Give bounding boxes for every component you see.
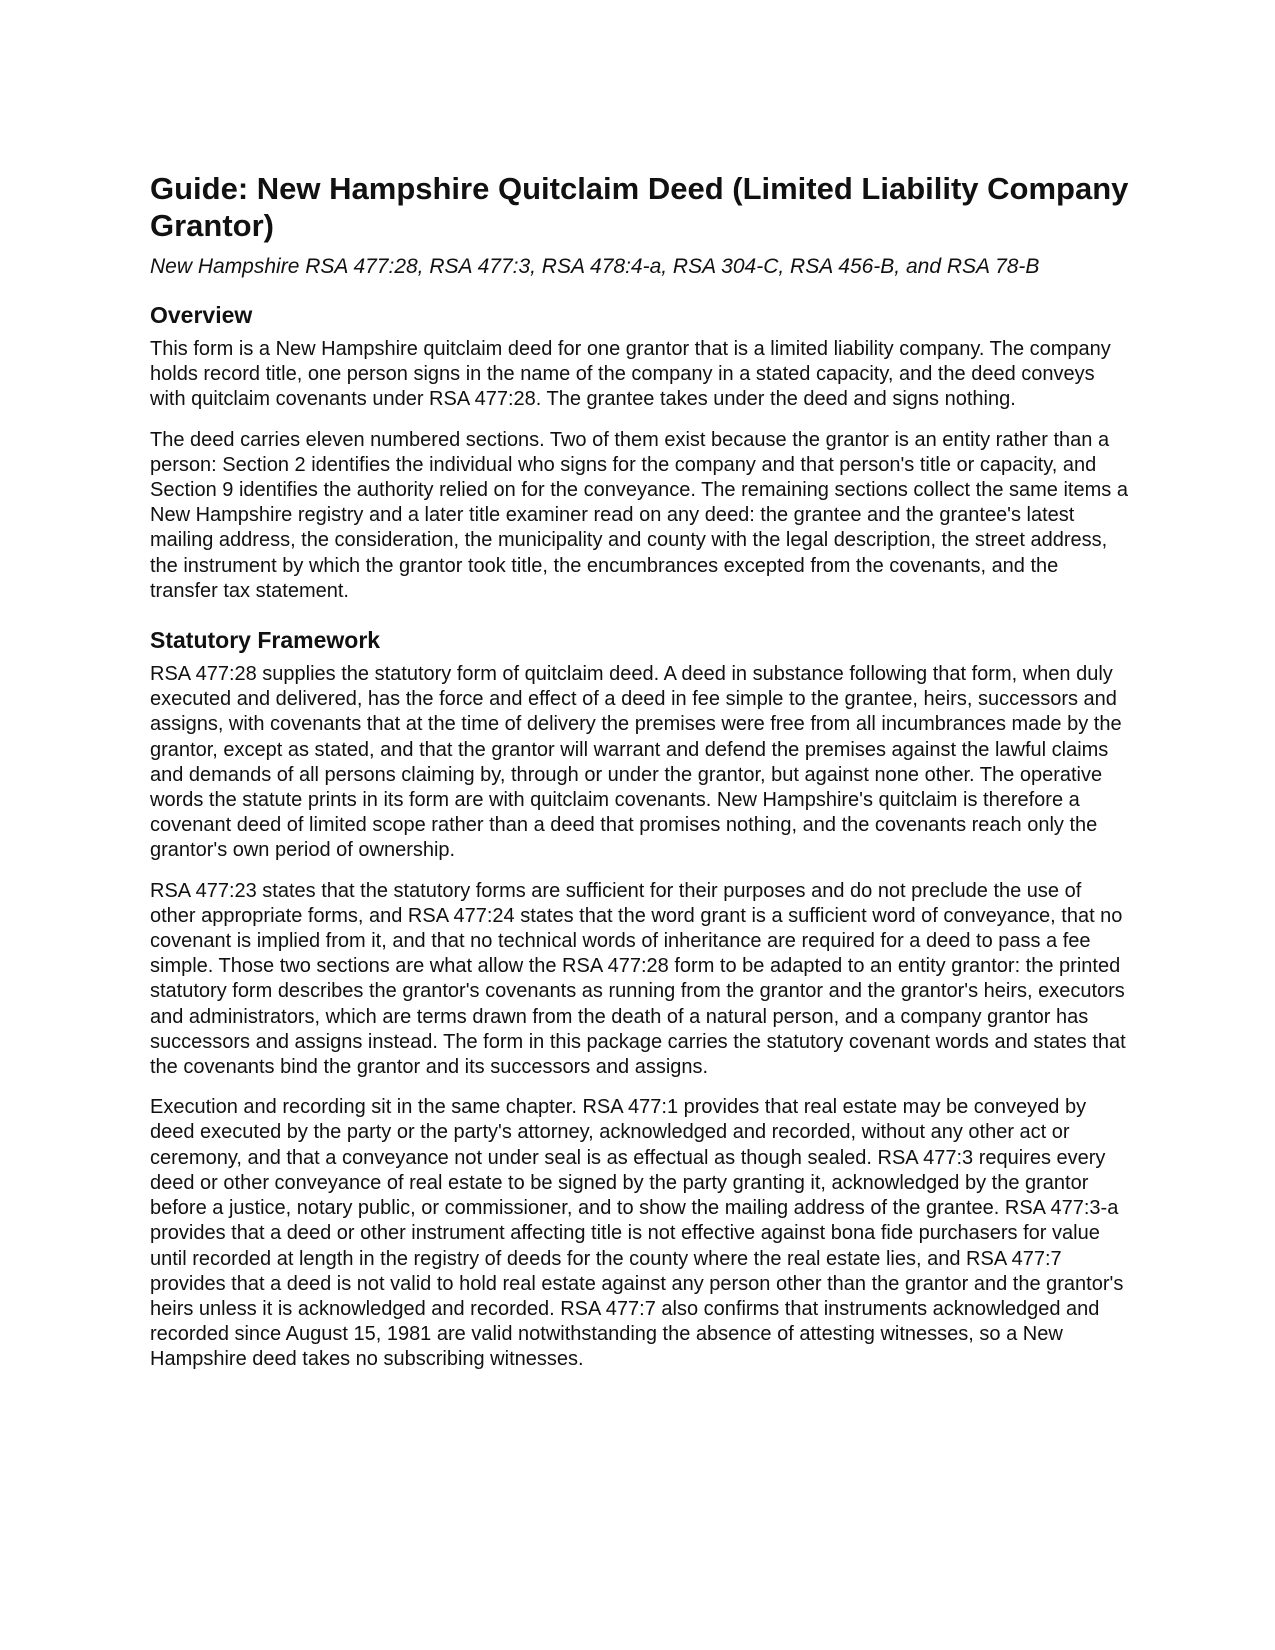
document-subtitle: New Hampshire RSA 477:28, RSA 477:3, RSA 478:4-a, RSA 304-C, RSA 456-B, and RSA 78-B: [150, 255, 1040, 278]
statutory-framework-paragraph: RSA 477:23 states that the statutory forms are sufficient for their purposes and do not preclude the use of other appropriate forms, and RSA 477:24 states that the word grant is a sufficient word of conveyance, that no covenant is implied from it, and that no technical words of inheritance are required for a deed to pass a fee simple. Those two sections are what allow the RSA 477:28 form to be adapted to an entity grantor: the printed statutory form describes the grantor's covenants as running from the grantor and the grantor's heirs, executors and administrators, which are terms drawn from the death of a natural person, and a company grantor has successors and assigns instead. The form in this package carries the statutory covenant words and states that the covenants bind the grantor and its successors and assigns.: [150, 879, 1126, 1079]
document-title: Guide: New Hampshire Quitclaim Deed (Limited Liability Company Grantor): [150, 171, 1129, 243]
section-heading-overview: Overview: [150, 302, 253, 328]
statutory-framework-paragraph: Execution and recording sit in the same chapter. RSA 477:1 provides that real estate may be conveyed by deed executed by the party or the party's attorney, acknowledged and recorded, without any other act or ceremony, and that a conveyance not under seal is as effectual as though sealed. RSA 477:3 requires every deed or other conveyance of real estate to be signed by the party granting it, acknowledged by the grantor before a justice, notary public, or commissioner, and to show the mailing address of the grantee. RSA 477:3-a provides that a deed or other instrument affecting title is not effective against bona fide purchasers for value until recorded at length in the registry of deeds for the county where the real estate lies, and RSA 477:7 provides that a deed is not valid to hold real estate against any person other than the grantor and the grantor's heirs unless it is acknowledged and recorded. RSA 477:7 also confirms that instruments acknowledged and recorded since August 15, 1981 are valid notwithstanding the absence of attesting witnesses, so a New Hampshire deed takes no subscribing witnesses.: [150, 1096, 1124, 1371]
overview-paragraph: The deed carries eleven numbered sections. Two of them exist because the grantor is an entity rather than a person: Section 2 identifies the individual who signs for the company and that person's title or capacity, and Section 9 identifies the authority relied on for the conveyance. The remaining sections collect the same items a New Hampshire registry and a later title examiner read on any deed: the grantee and the grantee's latest mailing address, the consideration, the municipality and county with the legal description, the street address, the instrument by which the grantor took title, the encumbrances excepted from the covenants, and the transfer tax statement.: [150, 428, 1128, 602]
section-heading-statutory-framework: Statutory Framework: [150, 627, 381, 654]
overview-paragraph: This form is a New Hampshire quitclaim deed for one grantor that is a limited liability company. The company holds record title, one person signs in the name of the company in a stated capacity, and the deed conveys with quitclaim covenants under RSA 477:28. The grantee takes under the deed and signs nothing.: [150, 338, 1111, 411]
statutory-framework-paragraph: RSA 477:28 supplies the statutory form of quitclaim deed. A deed in substance following that form, when duly executed and delivered, has the force and effect of a deed in fee simple to the grantee, heirs, successors and assigns, with covenants that at the time of delivery the premises were free from all incumbrances made by the grantor, except as stated, and that the grantor will warrant and defend the premises against the lawful claims and demands of all persons claiming by, through or under the grantor, but against none other. The operative words the statute prints in its form are with quitclaim covenants. New Hampshire's quitclaim is therefore a covenant deed of limited scope rather than a deed that promises nothing, and the covenants reach only the grantor's own period of ownership.: [150, 663, 1122, 862]
document-page: [150, 170, 1130, 1373]
